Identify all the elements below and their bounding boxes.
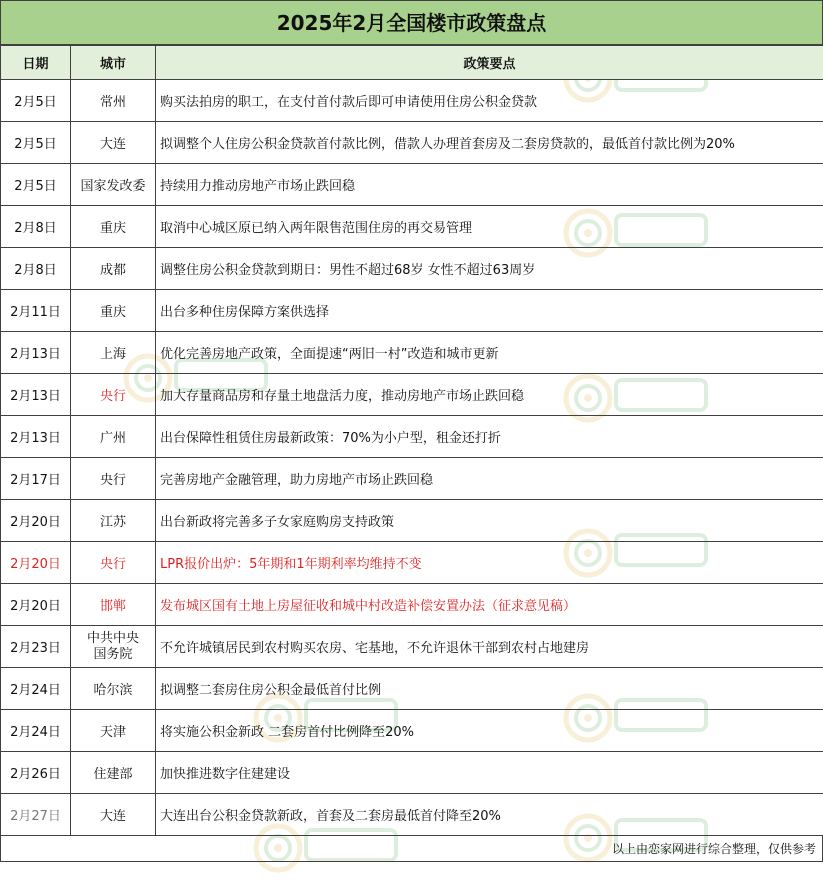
cell-date: 2月13日 [1,374,71,416]
cell-city: 大连 [71,794,156,836]
cell-date: 2月20日 [1,584,71,626]
cell-city: 央行 [71,542,156,584]
cell-policy: 大连出台公积金贷款新政，首套及二套房最低首付降至20% [156,794,823,836]
cell-policy: 取消中心城区原已纳入两年限售范围住房的再交易管理 [156,206,823,248]
cell-city: 重庆 [71,206,156,248]
cell-policy: 出台新政将完善多子女家庭购房支持政策 [156,500,823,542]
cell-city: 常州 [71,80,156,122]
cell-date: 2月5日 [1,80,71,122]
cell-date: 2月20日 [1,542,71,584]
table-row [1,668,823,710]
cell-date: 2月27日 [1,794,71,836]
cell-date: 2月24日 [1,668,71,710]
cell-city: 重庆 [71,290,156,332]
cell-policy: LPR报价出炉：5年期和1年期利率均维持不变 [156,542,823,584]
cell-city: 江苏 [71,500,156,542]
header-row [1,46,823,80]
table-row [1,416,823,458]
cell-date: 2月11日 [1,290,71,332]
cell-date: 2月20日 [1,500,71,542]
table-row [1,710,823,752]
cell-policy: 优化完善房地产政策，全面提速“两旧一村”改造和城市更新 [156,332,823,374]
cell-city: 央行 [71,374,156,416]
cell-city: 上海 [71,332,156,374]
table-row [1,542,823,584]
footer-note: 以上由恋家网进行综合整理，仅供参考 [0,836,823,862]
cell-policy: 出台多种住房保障方案供选择 [156,290,823,332]
cell-city: 大连 [71,122,156,164]
table-row [1,164,823,206]
table-row [1,206,823,248]
cell-policy: 加大存量商品房和存量土地盘活力度，推动房地产市场止跌回稳 [156,374,823,416]
cell-date: 2月23日 [1,626,71,668]
cell-city: 住建部 [71,752,156,794]
city-multiline [87,631,139,663]
table-row [1,500,823,542]
table-row [1,752,823,794]
header-policy: 政策要点 [156,46,823,80]
cell-policy: 不允许城镇居民到农村购买农房、宅基地，不允许退休干部到农村占地建房 [156,626,823,668]
sheet-title: 2025年2月全国楼市政策盘点 [0,0,823,45]
table-row [1,584,823,626]
cell-date: 2月17日 [1,458,71,500]
cell-policy: 持续用力推动房地产市场止跌回稳 [156,164,823,206]
cell-city: 国家发改委 [71,164,156,206]
cell-policy: 拟调整二套房住房公积金最低首付比例 [156,668,823,710]
table-row [1,122,823,164]
cell-date: 2月24日 [1,710,71,752]
cell-policy: 出台保障性租赁住房最新政策：70%为小户型，租金还打折 [156,416,823,458]
table-row [1,374,823,416]
cell-policy: 发布城区国有土地上房屋征收和城中村改造补偿安置办法（征求意见稿） [156,584,823,626]
table-row [1,332,823,374]
table-row [1,794,823,836]
cell-date: 2月8日 [1,206,71,248]
cell-city: 成都 [71,248,156,290]
cell-date: 2月13日 [1,416,71,458]
policy-table [0,45,823,836]
header-city: 城市 [71,46,156,80]
cell-date: 2月5日 [1,164,71,206]
city-line: 中共中央 [87,631,139,647]
cell-date: 2月8日 [1,248,71,290]
header-date: 日期 [1,46,71,80]
table-row [1,290,823,332]
cell-date: 2月26日 [1,752,71,794]
cell-policy: 调整住房公积金贷款到期日：男性不超过68岁 女性不超过63周岁 [156,248,823,290]
cell-city [71,626,156,668]
cell-date: 2月5日 [1,122,71,164]
cell-policy: 完善房地产金融管理，助力房地产市场止跌回稳 [156,458,823,500]
table-row [1,458,823,500]
cell-city: 哈尔滨 [71,668,156,710]
cell-policy: 拟调整个人住房公积金贷款首付款比例，借款人办理首套房及二套房贷款的，最低首付款比例为20% [156,122,823,164]
city-line: 国务院 [87,647,139,663]
table-row [1,80,823,122]
cell-policy: 购买法拍房的职工，在支付首付款后即可申请使用住房公积金贷款 [156,80,823,122]
table-row [1,626,823,668]
cell-city: 邯郸 [71,584,156,626]
cell-policy: 加快推进数字住建建设 [156,752,823,794]
cell-policy: 将实施公积金新政 二套房首付比例降至20% [156,710,823,752]
cell-city: 天津 [71,710,156,752]
table-row [1,248,823,290]
cell-city: 央行 [71,458,156,500]
cell-date: 2月13日 [1,332,71,374]
cell-city: 广州 [71,416,156,458]
